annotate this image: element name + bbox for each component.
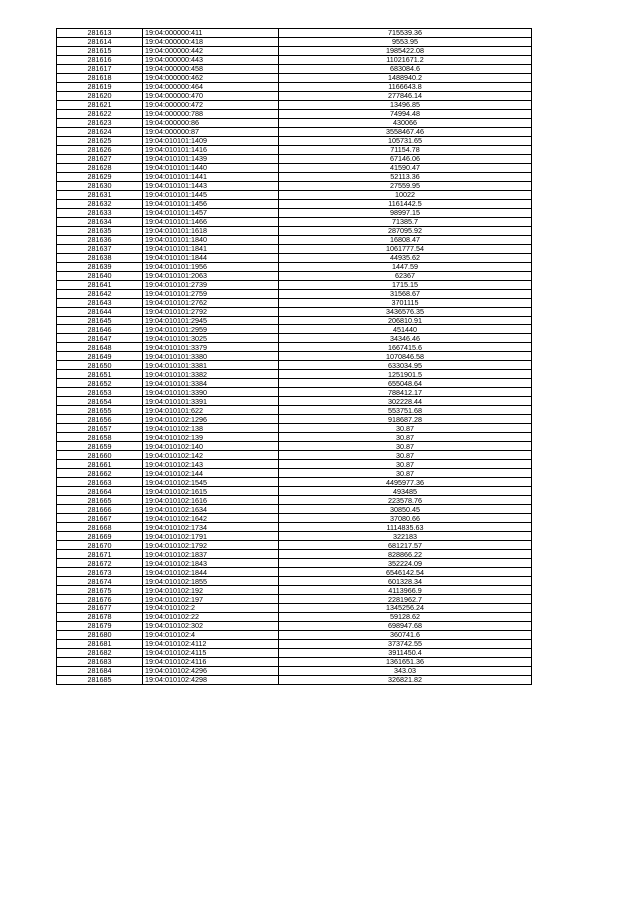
row-number-cell: 281651 xyxy=(57,370,143,379)
row-number-cell: 281617 xyxy=(57,64,143,73)
row-number-cell: 281678 xyxy=(57,612,143,621)
value-cell: 1251901.5 xyxy=(279,370,532,379)
table-row xyxy=(57,163,532,172)
cadastral-number-cell: 19:04:010101:1956 xyxy=(143,262,279,271)
value-cell: 4113966.9 xyxy=(279,586,532,595)
value-cell: 30.87 xyxy=(279,442,532,451)
row-number-cell: 281650 xyxy=(57,361,143,370)
value-cell: 655048.64 xyxy=(279,379,532,388)
value-cell: 30.87 xyxy=(279,469,532,478)
value-cell: 98997.15 xyxy=(279,208,532,217)
table-row xyxy=(57,379,532,388)
table-row xyxy=(57,334,532,343)
table-row xyxy=(57,154,532,163)
table-row xyxy=(57,514,532,523)
cadastral-number-cell: 19:04:010101:1443 xyxy=(143,181,279,190)
table-row xyxy=(57,568,532,577)
cadastral-number-cell: 19:04:010102:197 xyxy=(143,595,279,604)
value-cell: 681217.57 xyxy=(279,541,532,550)
table-row xyxy=(57,630,532,639)
row-number-cell: 281656 xyxy=(57,415,143,424)
table-row xyxy=(57,307,532,316)
cadastral-number-cell: 19:04:010102:144 xyxy=(143,469,279,478)
table-row xyxy=(57,29,532,38)
value-cell: 30.87 xyxy=(279,433,532,442)
table-row xyxy=(57,298,532,307)
row-number-cell: 281638 xyxy=(57,253,143,262)
row-number-cell: 281645 xyxy=(57,316,143,325)
cadastral-number-cell: 19:04:010101:3390 xyxy=(143,388,279,397)
table-row xyxy=(57,325,532,334)
value-cell: 34346.46 xyxy=(279,334,532,343)
table-row xyxy=(57,91,532,100)
cadastral-number-cell: 19:04:000000:788 xyxy=(143,109,279,118)
table-row xyxy=(57,136,532,145)
table-row xyxy=(57,64,532,73)
cadastral-number-cell: 19:04:010101:1441 xyxy=(143,172,279,181)
row-number-cell: 281624 xyxy=(57,127,143,136)
value-cell: 302228.44 xyxy=(279,397,532,406)
cadastral-number-cell: 19:04:010101:2792 xyxy=(143,307,279,316)
value-cell: 788412.17 xyxy=(279,388,532,397)
row-number-cell: 281672 xyxy=(57,559,143,568)
row-number-cell: 281658 xyxy=(57,433,143,442)
value-cell: 493485 xyxy=(279,487,532,496)
value-cell: 52113.36 xyxy=(279,172,532,181)
row-number-cell: 281640 xyxy=(57,271,143,280)
row-number-cell: 281613 xyxy=(57,29,143,38)
table-row xyxy=(57,424,532,433)
table-row xyxy=(57,559,532,568)
table-row xyxy=(57,217,532,226)
value-cell: 223578.76 xyxy=(279,496,532,505)
row-number-cell: 281671 xyxy=(57,550,143,559)
table-row xyxy=(57,666,532,675)
cadastral-number-cell: 19:04:010102:1616 xyxy=(143,496,279,505)
cadastral-number-cell: 19:04:010102:1634 xyxy=(143,505,279,514)
row-number-cell: 281664 xyxy=(57,487,143,496)
value-cell: 683084.6 xyxy=(279,64,532,73)
table-row xyxy=(57,639,532,648)
value-cell: 1488940.2 xyxy=(279,73,532,82)
table-row xyxy=(57,460,532,469)
table-row xyxy=(57,226,532,235)
cadastral-number-cell: 19:04:010101:2762 xyxy=(143,298,279,307)
table-row xyxy=(57,604,532,613)
cadastral-number-cell: 19:04:010102:1642 xyxy=(143,514,279,523)
table-row xyxy=(57,127,532,136)
table-row xyxy=(57,316,532,325)
row-number-cell: 281639 xyxy=(57,262,143,271)
cadastral-number-cell: 19:04:000000:472 xyxy=(143,100,279,109)
table-row xyxy=(57,208,532,217)
value-cell: 67146.06 xyxy=(279,154,532,163)
cadastral-number-cell: 19:04:010102:4112 xyxy=(143,639,279,648)
value-cell: 37080.66 xyxy=(279,514,532,523)
table-row xyxy=(57,577,532,586)
cadastral-number-cell: 19:04:000000:86 xyxy=(143,118,279,127)
table-row xyxy=(57,55,532,64)
value-cell: 62367 xyxy=(279,271,532,280)
row-number-cell: 281616 xyxy=(57,55,143,64)
cadastral-number-cell: 19:04:010101:1840 xyxy=(143,235,279,244)
cadastral-number-cell: 19:04:000000:443 xyxy=(143,55,279,64)
data-table xyxy=(56,28,532,685)
value-cell: 71385.7 xyxy=(279,217,532,226)
table-row xyxy=(57,675,532,684)
value-cell: 1161442.5 xyxy=(279,199,532,208)
cadastral-number-cell: 19:04:010101:1457 xyxy=(143,208,279,217)
value-cell: 71154.78 xyxy=(279,145,532,154)
row-number-cell: 281673 xyxy=(57,568,143,577)
cadastral-number-cell: 19:04:010102:4298 xyxy=(143,675,279,684)
table-row xyxy=(57,37,532,46)
row-number-cell: 281666 xyxy=(57,505,143,514)
row-number-cell: 281685 xyxy=(57,675,143,684)
row-number-cell: 281628 xyxy=(57,163,143,172)
value-cell: 30.87 xyxy=(279,424,532,433)
value-cell: 698947.68 xyxy=(279,621,532,630)
cadastral-number-cell: 19:04:010101:1456 xyxy=(143,199,279,208)
cadastral-number-cell: 19:04:010101:3381 xyxy=(143,361,279,370)
cadastral-number-cell: 19:04:010102:1855 xyxy=(143,577,279,586)
value-cell: 11021671.2 xyxy=(279,55,532,64)
cadastral-number-cell: 19:04:010101:1409 xyxy=(143,136,279,145)
table-row xyxy=(57,415,532,424)
row-number-cell: 281626 xyxy=(57,145,143,154)
value-cell: 74994.48 xyxy=(279,109,532,118)
value-cell: 206810.91 xyxy=(279,316,532,325)
cadastral-number-cell: 19:04:010102:1843 xyxy=(143,559,279,568)
value-cell: 6546142.54 xyxy=(279,568,532,577)
value-cell: 322183 xyxy=(279,532,532,541)
value-cell: 16808.47 xyxy=(279,235,532,244)
value-cell: 1061777.54 xyxy=(279,244,532,253)
row-number-cell: 281641 xyxy=(57,280,143,289)
table-row xyxy=(57,657,532,666)
value-cell: 1985422.08 xyxy=(279,46,532,55)
row-number-cell: 281643 xyxy=(57,298,143,307)
row-number-cell: 281615 xyxy=(57,46,143,55)
row-number-cell: 281647 xyxy=(57,334,143,343)
value-cell: 31568.67 xyxy=(279,289,532,298)
value-cell: 105731.65 xyxy=(279,136,532,145)
table-row xyxy=(57,181,532,190)
cadastral-number-cell: 19:04:000000:442 xyxy=(143,46,279,55)
value-cell: 30850.45 xyxy=(279,505,532,514)
cadastral-number-cell: 19:04:000000:458 xyxy=(143,64,279,73)
cadastral-number-cell: 19:04:010101:1466 xyxy=(143,217,279,226)
cadastral-number-cell: 19:04:010101:2739 xyxy=(143,280,279,289)
table-row xyxy=(57,469,532,478)
table-row xyxy=(57,406,532,415)
value-cell: 30.87 xyxy=(279,460,532,469)
cadastral-number-cell: 19:04:010102:1791 xyxy=(143,532,279,541)
cadastral-number-cell: 19:04:010102:1792 xyxy=(143,541,279,550)
table-row xyxy=(57,235,532,244)
value-cell: 3436576.35 xyxy=(279,307,532,316)
value-cell: 3558467.46 xyxy=(279,127,532,136)
table-row xyxy=(57,478,532,487)
row-number-cell: 281634 xyxy=(57,217,143,226)
row-number-cell: 281661 xyxy=(57,460,143,469)
cadastral-number-cell: 19:04:010102:2 xyxy=(143,604,279,613)
row-number-cell: 281644 xyxy=(57,307,143,316)
row-number-cell: 281648 xyxy=(57,343,143,352)
row-number-cell: 281642 xyxy=(57,289,143,298)
row-number-cell: 281649 xyxy=(57,352,143,361)
cadastral-number-cell: 19:04:010101:2959 xyxy=(143,325,279,334)
table-row xyxy=(57,118,532,127)
value-cell: 326821.82 xyxy=(279,675,532,684)
table-row xyxy=(57,621,532,630)
value-cell: 27559.95 xyxy=(279,181,532,190)
table-row xyxy=(57,172,532,181)
row-number-cell: 281663 xyxy=(57,478,143,487)
cadastral-number-cell: 19:04:010102:4115 xyxy=(143,648,279,657)
value-cell: 451440 xyxy=(279,325,532,334)
row-number-cell: 281660 xyxy=(57,451,143,460)
table-row xyxy=(57,397,532,406)
row-number-cell: 281674 xyxy=(57,577,143,586)
cadastral-number-cell: 19:04:010102:1844 xyxy=(143,568,279,577)
cadastral-number-cell: 19:04:010102:1296 xyxy=(143,415,279,424)
table-row xyxy=(57,612,532,621)
value-cell: 13496.85 xyxy=(279,100,532,109)
table-row xyxy=(57,262,532,271)
row-number-cell: 281623 xyxy=(57,118,143,127)
row-number-cell: 281631 xyxy=(57,190,143,199)
row-number-cell: 281653 xyxy=(57,388,143,397)
table-row xyxy=(57,289,532,298)
cadastral-number-cell: 19:04:000000:462 xyxy=(143,73,279,82)
row-number-cell: 281665 xyxy=(57,496,143,505)
cadastral-number-cell: 19:04:010101:1841 xyxy=(143,244,279,253)
table-row xyxy=(57,73,532,82)
value-cell: 633034.95 xyxy=(279,361,532,370)
row-number-cell: 281636 xyxy=(57,235,143,244)
value-cell: 10022 xyxy=(279,190,532,199)
cadastral-number-cell: 19:04:010101:3384 xyxy=(143,379,279,388)
value-cell: 1070846.58 xyxy=(279,352,532,361)
value-cell: 352224.09 xyxy=(279,559,532,568)
table-row xyxy=(57,648,532,657)
table-row xyxy=(57,253,532,262)
row-number-cell: 281619 xyxy=(57,82,143,91)
cadastral-number-cell: 19:04:000000:464 xyxy=(143,82,279,91)
value-cell: 715539.36 xyxy=(279,29,532,38)
row-number-cell: 281614 xyxy=(57,37,143,46)
row-number-cell: 281637 xyxy=(57,244,143,253)
row-number-cell: 281684 xyxy=(57,666,143,675)
cadastral-number-cell: 19:04:010102:1837 xyxy=(143,550,279,559)
cadastral-number-cell: 19:04:010101:1416 xyxy=(143,145,279,154)
row-number-cell: 281681 xyxy=(57,639,143,648)
value-cell: 360741.6 xyxy=(279,630,532,639)
table-row xyxy=(57,433,532,442)
table-row xyxy=(57,595,532,604)
cadastral-number-cell: 19:04:010102:4296 xyxy=(143,666,279,675)
cadastral-number-cell: 19:04:000000:470 xyxy=(143,91,279,100)
cadastral-number-cell: 19:04:010102:1545 xyxy=(143,478,279,487)
row-number-cell: 281670 xyxy=(57,541,143,550)
row-number-cell: 281655 xyxy=(57,406,143,415)
value-cell: 1361651.36 xyxy=(279,657,532,666)
table-row xyxy=(57,199,532,208)
row-number-cell: 281682 xyxy=(57,648,143,657)
row-number-cell: 281675 xyxy=(57,586,143,595)
row-number-cell: 281627 xyxy=(57,154,143,163)
row-number-cell: 281669 xyxy=(57,532,143,541)
row-number-cell: 281679 xyxy=(57,621,143,630)
value-cell: 430066 xyxy=(279,118,532,127)
cadastral-number-cell: 19:04:010102:4116 xyxy=(143,657,279,666)
value-cell: 287095.92 xyxy=(279,226,532,235)
table-row xyxy=(57,370,532,379)
value-cell: 9553.95 xyxy=(279,37,532,46)
cadastral-number-cell: 19:04:010102:1734 xyxy=(143,523,279,532)
value-cell: 1667415.6 xyxy=(279,343,532,352)
cadastral-number-cell: 19:04:010102:142 xyxy=(143,451,279,460)
row-number-cell: 281657 xyxy=(57,424,143,433)
table-row xyxy=(57,145,532,154)
value-cell: 1447.59 xyxy=(279,262,532,271)
row-number-cell: 281621 xyxy=(57,100,143,109)
row-number-cell: 281635 xyxy=(57,226,143,235)
table-row xyxy=(57,343,532,352)
row-number-cell: 281676 xyxy=(57,595,143,604)
table-row xyxy=(57,46,532,55)
table-row xyxy=(57,109,532,118)
cadastral-number-cell: 19:04:010101:2945 xyxy=(143,316,279,325)
table-row xyxy=(57,487,532,496)
cadastral-number-cell: 19:04:010102:138 xyxy=(143,424,279,433)
value-cell: 1166643.8 xyxy=(279,82,532,91)
value-cell: 1345256.24 xyxy=(279,604,532,613)
row-number-cell: 281654 xyxy=(57,397,143,406)
table-row xyxy=(57,100,532,109)
value-cell: 601328.34 xyxy=(279,577,532,586)
row-number-cell: 281622 xyxy=(57,109,143,118)
row-number-cell: 281659 xyxy=(57,442,143,451)
value-cell: 41590.47 xyxy=(279,163,532,172)
cadastral-number-cell: 19:04:010101:622 xyxy=(143,406,279,415)
table-row xyxy=(57,190,532,199)
cadastral-number-cell: 19:04:010102:192 xyxy=(143,586,279,595)
table-body xyxy=(57,29,532,685)
value-cell: 3911450.4 xyxy=(279,648,532,657)
cadastral-number-cell: 19:04:010101:1618 xyxy=(143,226,279,235)
cadastral-number-cell: 19:04:010102:22 xyxy=(143,612,279,621)
cadastral-number-cell: 19:04:010101:3380 xyxy=(143,352,279,361)
table-row xyxy=(57,505,532,514)
table-row xyxy=(57,550,532,559)
cadastral-number-cell: 19:04:010101:3382 xyxy=(143,370,279,379)
row-number-cell: 281629 xyxy=(57,172,143,181)
row-number-cell: 281667 xyxy=(57,514,143,523)
table-row xyxy=(57,532,532,541)
row-number-cell: 281668 xyxy=(57,523,143,532)
row-number-cell: 281633 xyxy=(57,208,143,217)
cadastral-number-cell: 19:04:010102:1615 xyxy=(143,487,279,496)
cadastral-number-cell: 19:04:010101:1445 xyxy=(143,190,279,199)
row-number-cell: 281652 xyxy=(57,379,143,388)
value-cell: 3701115 xyxy=(279,298,532,307)
cadastral-number-cell: 19:04:000000:411 xyxy=(143,29,279,38)
row-number-cell: 281662 xyxy=(57,469,143,478)
table-row xyxy=(57,361,532,370)
cadastral-number-cell: 19:04:010101:3025 xyxy=(143,334,279,343)
cadastral-number-cell: 19:04:010101:2063 xyxy=(143,271,279,280)
cadastral-number-cell: 19:04:010101:3391 xyxy=(143,397,279,406)
row-number-cell: 281630 xyxy=(57,181,143,190)
value-cell: 373742.55 xyxy=(279,639,532,648)
table-row xyxy=(57,586,532,595)
cadastral-number-cell: 19:04:010102:4 xyxy=(143,630,279,639)
cadastral-number-cell: 19:04:010101:2759 xyxy=(143,289,279,298)
value-cell: 4495977.36 xyxy=(279,478,532,487)
cadastral-number-cell: 19:04:010102:302 xyxy=(143,621,279,630)
table-row xyxy=(57,271,532,280)
value-cell: 30.87 xyxy=(279,451,532,460)
cadastral-number-cell: 19:04:010102:140 xyxy=(143,442,279,451)
value-cell: 553751.68 xyxy=(279,406,532,415)
value-cell: 277846.14 xyxy=(279,91,532,100)
cadastral-number-cell: 19:04:010102:139 xyxy=(143,433,279,442)
cadastral-number-cell: 19:04:000000:418 xyxy=(143,37,279,46)
value-cell: 828866.22 xyxy=(279,550,532,559)
value-cell: 1715.15 xyxy=(279,280,532,289)
cadastral-number-cell: 19:04:010102:143 xyxy=(143,460,279,469)
value-cell: 44935.62 xyxy=(279,253,532,262)
table-row xyxy=(57,82,532,91)
table-row xyxy=(57,541,532,550)
value-cell: 1114835.63 xyxy=(279,523,532,532)
cadastral-number-cell: 19:04:010101:1844 xyxy=(143,253,279,262)
value-cell: 343.03 xyxy=(279,666,532,675)
row-number-cell: 281632 xyxy=(57,199,143,208)
row-number-cell: 281677 xyxy=(57,604,143,613)
cadastral-number-cell: 19:04:010101:3379 xyxy=(143,343,279,352)
table-row xyxy=(57,352,532,361)
row-number-cell: 281620 xyxy=(57,91,143,100)
row-number-cell: 281618 xyxy=(57,73,143,82)
row-number-cell: 281680 xyxy=(57,630,143,639)
row-number-cell: 281683 xyxy=(57,657,143,666)
row-number-cell: 281625 xyxy=(57,136,143,145)
table-row xyxy=(57,388,532,397)
cadastral-number-cell: 19:04:010101:1440 xyxy=(143,163,279,172)
table-row xyxy=(57,451,532,460)
value-cell: 59128.62 xyxy=(279,612,532,621)
value-cell: 2281962.7 xyxy=(279,595,532,604)
table-row xyxy=(57,280,532,289)
table-row xyxy=(57,244,532,253)
row-number-cell: 281646 xyxy=(57,325,143,334)
value-cell: 918687.28 xyxy=(279,415,532,424)
table-row xyxy=(57,496,532,505)
table-row xyxy=(57,523,532,532)
cadastral-number-cell: 19:04:000000:87 xyxy=(143,127,279,136)
cadastral-number-cell: 19:04:010101:1439 xyxy=(143,154,279,163)
table-row xyxy=(57,442,532,451)
